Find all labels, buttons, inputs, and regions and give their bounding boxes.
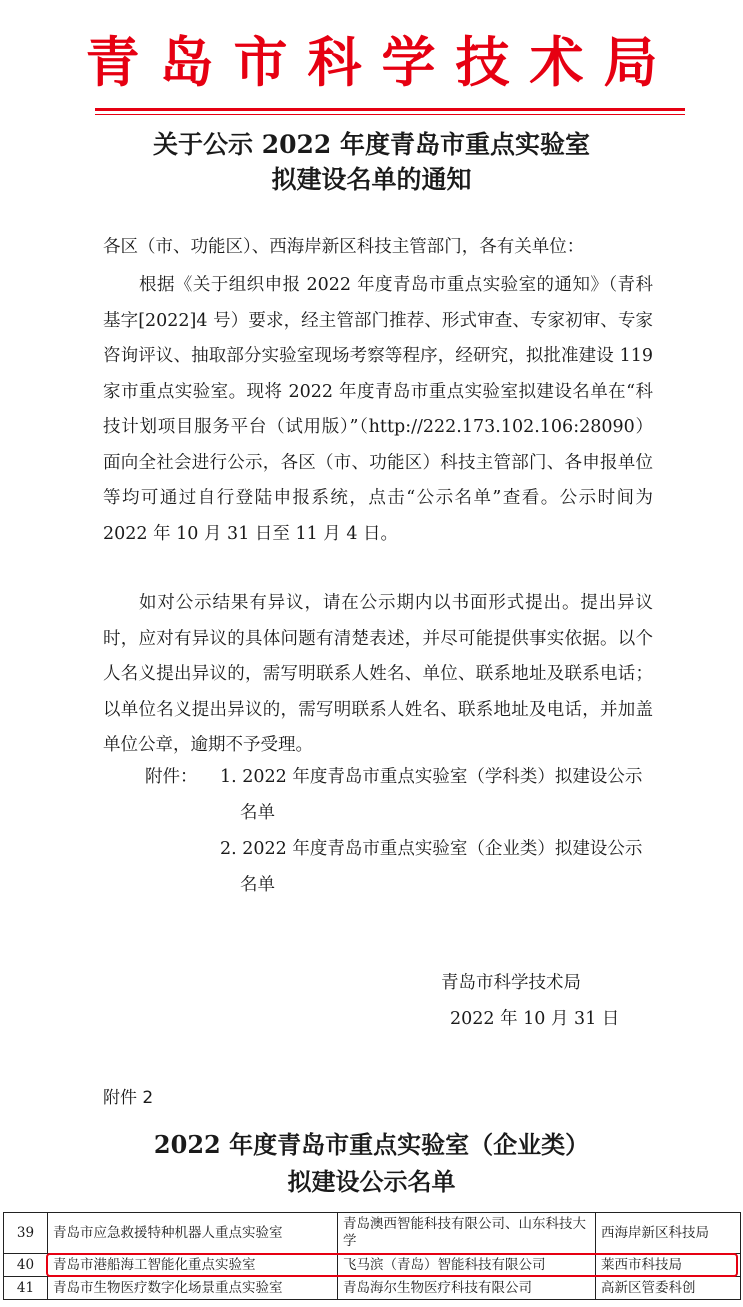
attachments-label: 附件：	[145, 767, 198, 787]
notice-objection-paragraph: 如对公示结果有异议，请在公示期内以书面形式提出。提出异议时，应对有异议的具体问题有清楚表述，并尽可能提供事实依据。以个人名义提出异议的，需写明联系人姓名、单位、联系地址及联系电话；以单位名义提出异议的，需写明联系人姓名、联系地址及电话，并加盖单位公章，逾期不予受理。	[103, 593, 653, 755]
masthead-org-name: 青岛市科学技术局	[85, 31, 678, 94]
masthead-rule-thick	[95, 108, 685, 111]
unit-name: 青岛海尔生物医疗科技有限公司	[338, 1277, 596, 1300]
annex-label: 附件 2	[103, 1088, 154, 1108]
lab-name: 青岛市生物医疗数字化场景重点实验室	[48, 1277, 338, 1300]
attachment-item-1: 1. 2022 年度青岛市重点实验室（学科类）拟建设公示名单	[220, 767, 643, 823]
notice-title-line2: 拟建设名单的通知	[271, 165, 472, 194]
masthead-rule-thin	[95, 114, 685, 115]
notice-title-line1: 关于公示 2022 年度青岛市重点实验室	[153, 130, 590, 159]
unit-name: 飞马滨（青岛）智能科技有限公司	[338, 1254, 596, 1277]
lab-name: 青岛市应急救援特种机器人重点实验室	[48, 1213, 338, 1254]
table-row	[4, 1277, 741, 1300]
row-number: 41	[4, 1277, 48, 1300]
notice-addressee: 各区（市、功能区）、西海岸新区科技主管部门，各有关单位：	[103, 237, 585, 257]
annex-title-line2: 拟建设公示名单	[287, 1167, 456, 1196]
unit-name: 青岛澳西智能科技有限公司、山东科技大学	[338, 1213, 596, 1254]
dept-name: 西海岸新区科技局	[596, 1213, 741, 1254]
row-number: 40	[4, 1254, 48, 1277]
dept-name: 高新区管委科创	[596, 1277, 741, 1300]
table-row	[4, 1213, 741, 1254]
signature-org: 青岛市科学技术局	[441, 973, 581, 993]
annex-title-line1: 2022 年度青岛市重点实验室（企业类）	[153, 1130, 590, 1159]
attachment-item-2: 2. 2022 年度青岛市重点实验室（企业类）拟建设公示名单	[220, 839, 643, 895]
lab-name: 青岛市港船海工智能化重点实验室	[48, 1254, 338, 1277]
highlight-box	[46, 1253, 738, 1277]
dept-name: 莱西市科技局	[596, 1254, 741, 1277]
row-number: 39	[4, 1213, 48, 1254]
notice-body-paragraph: 根据《关于组织申报 2022 年度青岛市重点实验室的通知》（青科基字[2022]4 号）要求，经主管部门推荐、形式审查、专家初审、专家咨询评议、抽取部分实验室现场考察等程序，经研究，拟批准建设 119 家市重点实验室。现将 2022 年度青岛市重点实验室拟建设名单在“科技计划项目服务平台（试用版）”（http://222.173.102.106:28090）面向全社会进行公示，各区（市、功能区）科技主管部门、各申报单位等均可通过自行登陆申报系统，点击“公示名单”查看。公示时间为 2022 年 10 月 31 日至 11 月 4 日。	[103, 275, 653, 544]
signature-date: 2022 年 10 月 31 日	[450, 1009, 620, 1029]
